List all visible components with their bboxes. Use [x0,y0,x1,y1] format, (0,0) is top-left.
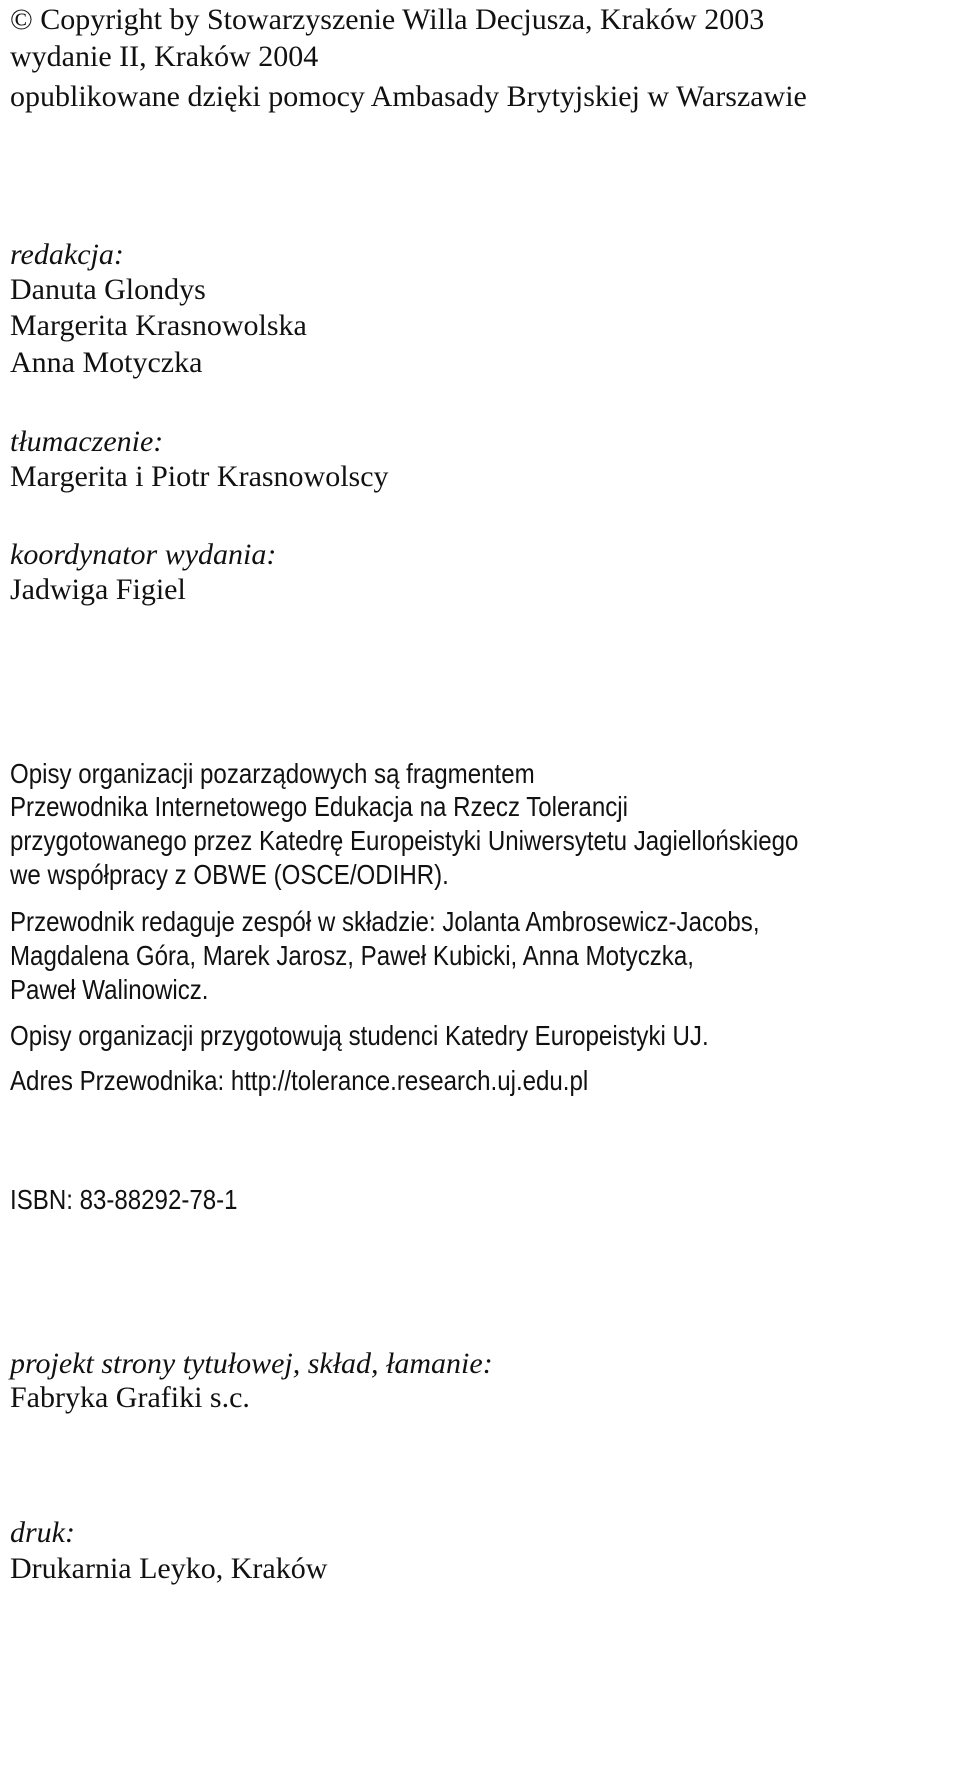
team-line: Przewodnik redaguje zespół w składzie: Jolanta Ambrosewicz-Jacobs, [10,906,760,937]
students-line: Opisy organizacji przygotowują studenci Katedry Europeistyki UJ. [10,1020,709,1051]
editor-name: Anna Motyczka [10,346,203,379]
support-line: opublikowane dzięki pomocy Ambasady Brytyjskiej w Warszawie [10,80,807,113]
copyright-line: © Copyright by Stowarzyszenie Willa Decjusza, Kraków 2003 [10,3,765,36]
about-line: Przewodnika Internetowego Edukacja na Rzecz Tolerancji [10,791,628,822]
guide-address-line: Adres Przewodnika: http://tolerance.research.uj.edu.pl [10,1065,589,1096]
design-name: Fabryka Grafiki s.c. [10,1381,250,1414]
translator-name: Margerita i Piotr Krasnowolscy [10,460,389,493]
editor-name: Danuta Glondys [10,273,206,306]
edition-line: wydanie II, Kraków 2004 [10,40,319,73]
team-line: Magdalena Góra, Marek Jarosz, Paweł Kubicki, Anna Motyczka, [10,940,694,971]
design-label: projekt strony tytułowej, skład, łamanie: [10,1347,493,1380]
team-line: Paweł Walinowicz. [10,974,209,1005]
print-label: druk: [10,1516,75,1549]
isbn-line: ISBN: 83-88292-78-1 [10,1184,238,1215]
editors-label: redakcja: [10,238,124,271]
about-line: we współpracy z OBWE (OSCE/ODIHR). [10,859,449,890]
about-line: Opisy organizacji pozarządowych są fragmentem [10,758,535,789]
editor-name: Margerita Krasnowolska [10,309,307,342]
about-line: przygotowanego przez Katedrę Europeistyki Uniwersytetu Jagiellońskiego [10,825,799,856]
coordinator-name: Jadwiga Figiel [10,573,186,606]
translation-label: tłumaczenie: [10,425,164,458]
print-name: Drukarnia Leyko, Kraków [10,1552,328,1585]
coordinator-label: koordynator wydania: [10,538,277,571]
